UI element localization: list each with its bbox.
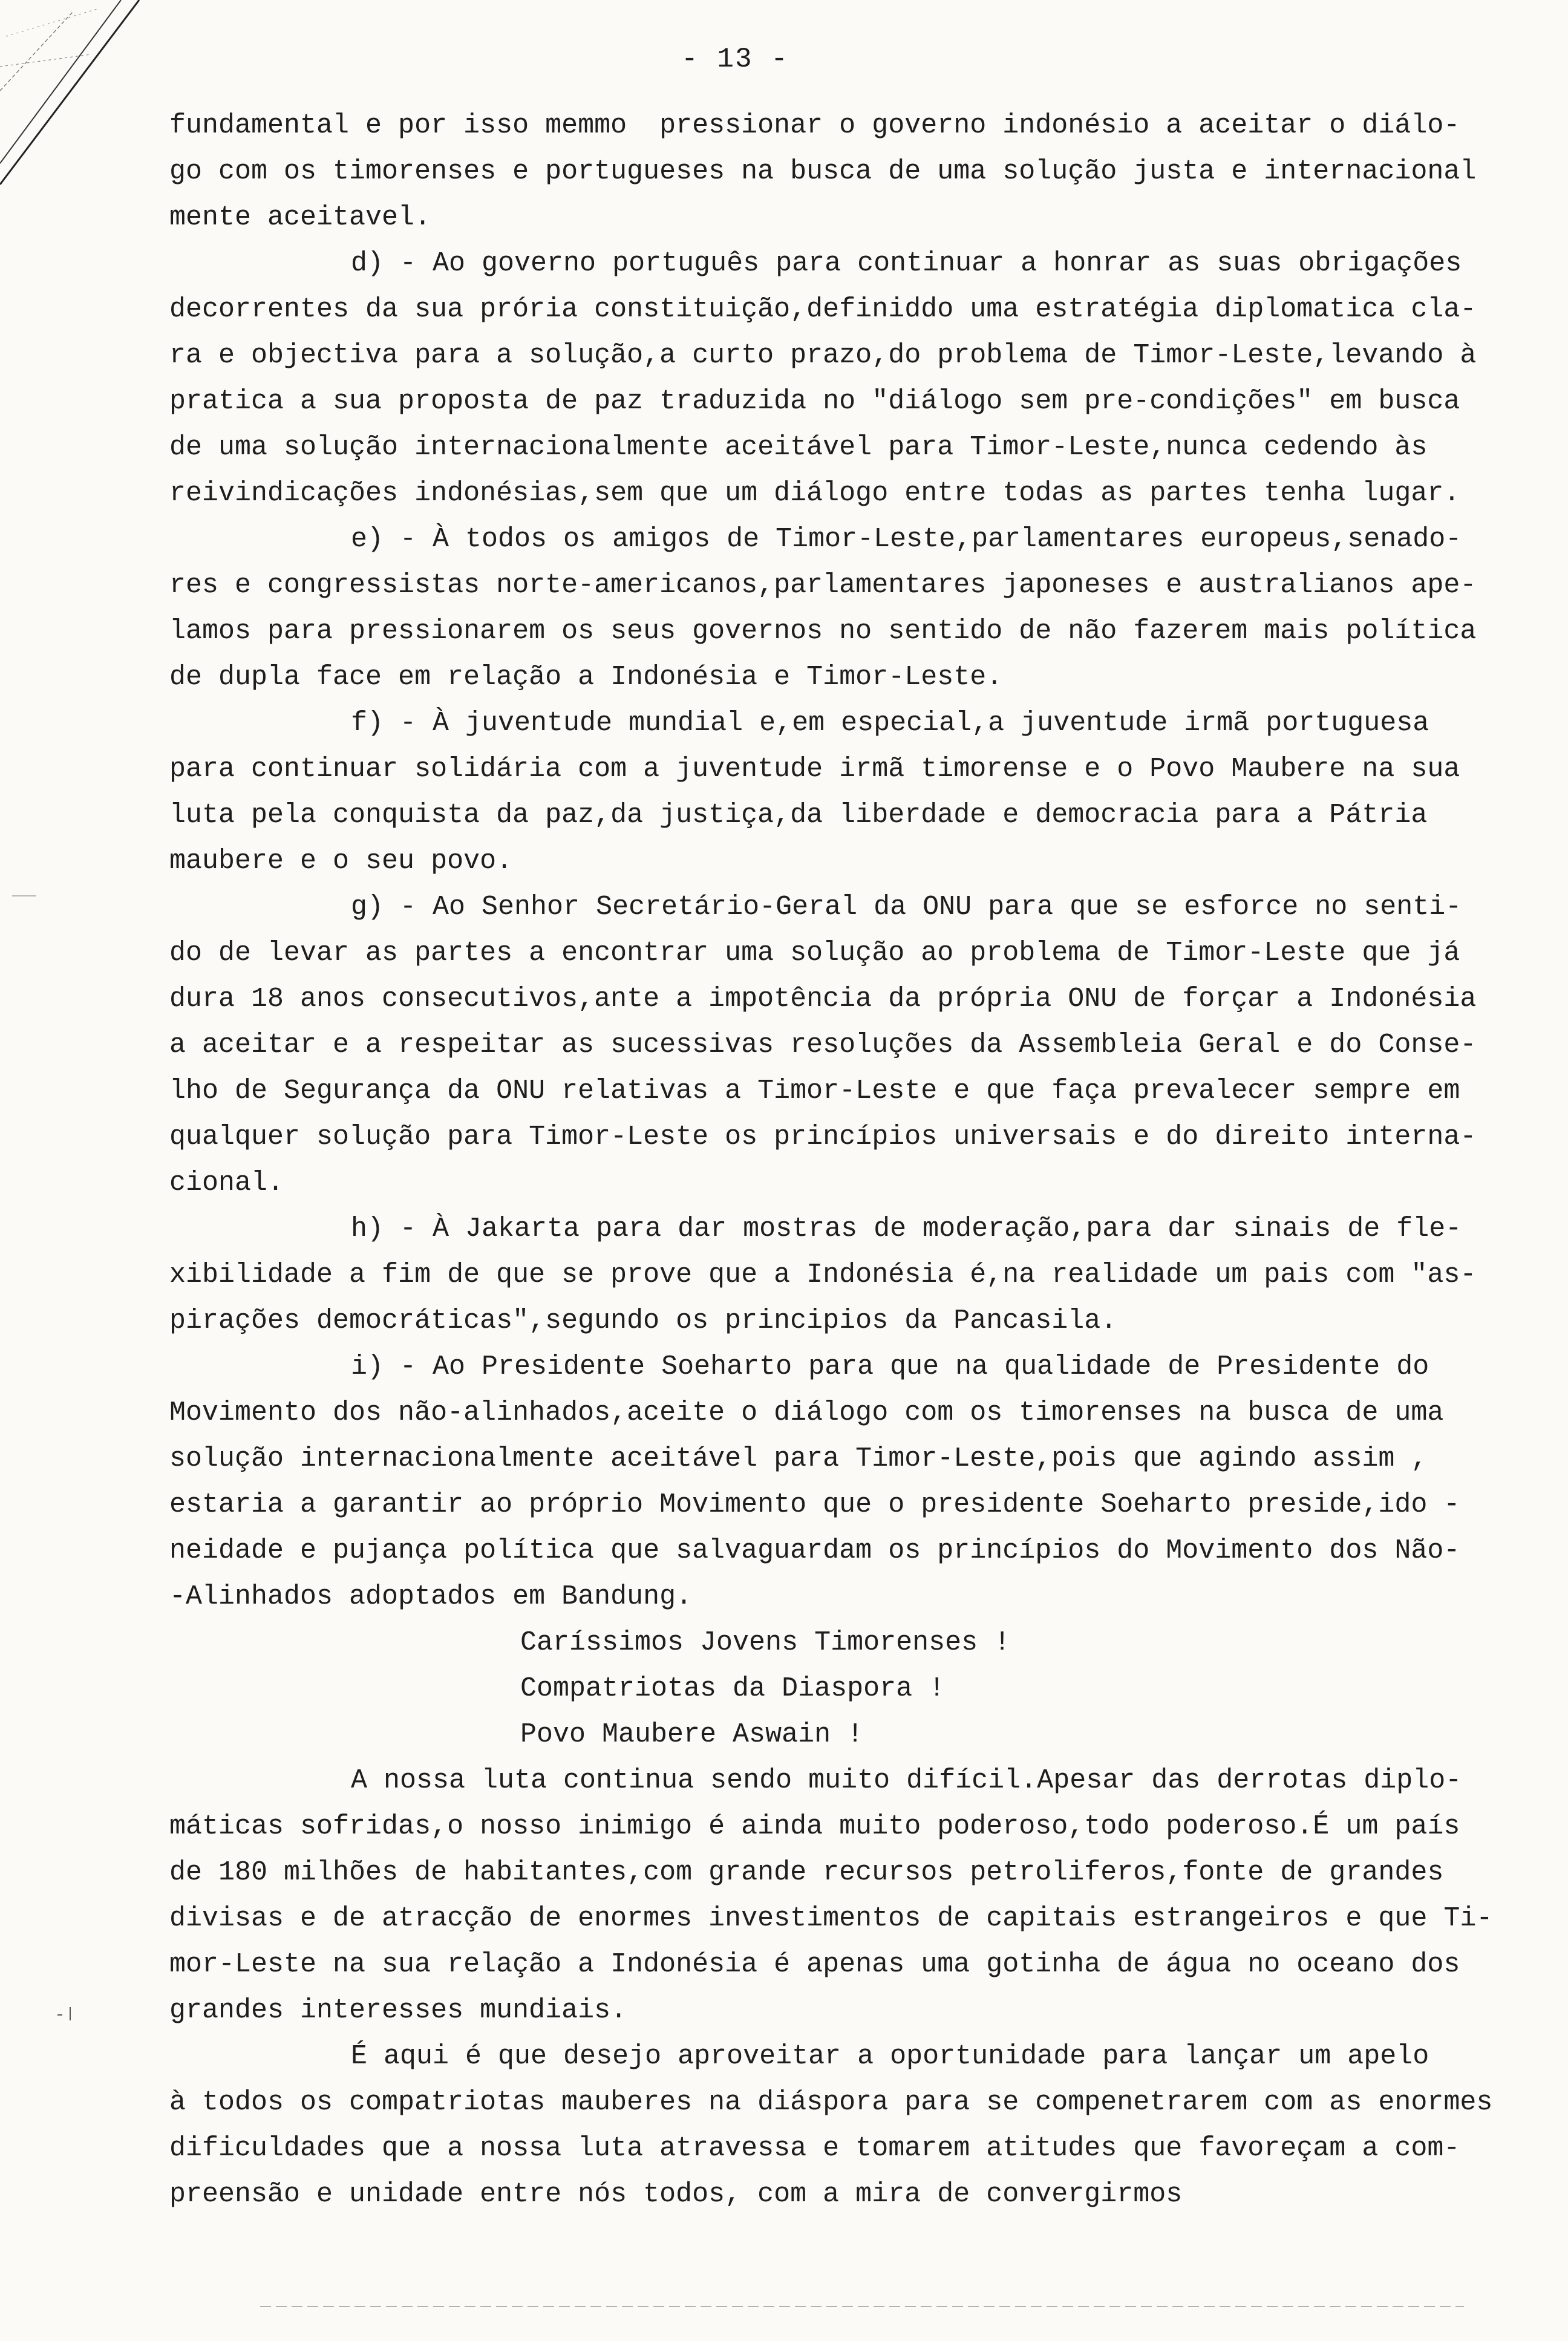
letter-body <box>169 103 1493 2218</box>
text-line: de 180 milhões de habitantes,com grande recursos petroliferos,fonte de grandes <box>169 1857 1444 1888</box>
bottom-rule <box>260 2306 1464 2307</box>
text-line: res e congressistas norte-americanos,parlamentares japoneses e australianos ape- <box>169 570 1477 601</box>
text-line: dificuldades que a nossa luta atravessa e tomarem atitudes que favoreçam a com- <box>169 2133 1460 2164</box>
text-line: preensão e unidade entre nós todos, com a mira de convergirmos <box>169 2179 1183 2210</box>
text-line: -Alinhados adoptados em Bandung. <box>169 1581 693 1612</box>
text-line: cional. <box>169 1167 284 1198</box>
text-line: a aceitar e a respeitar as sucessivas resoluções da Assembleia Geral e do Conse- <box>169 1030 1477 1060</box>
margin-mark <box>70 2007 71 2020</box>
text-line: f) - À juventude mundial e,em especial,a juventude irmã portuguesa <box>351 708 1429 739</box>
text-line: g) - Ao Senhor Secretário-Geral da ONU para que se esforce no senti- <box>351 892 1462 922</box>
text-line: go com os timorenses e portugueses na busca de uma solução justa e internacional <box>169 156 1477 187</box>
text-line: xibilidade a fim de que se prove que a Indonésia é,na realidade um pais com "as- <box>169 1259 1477 1290</box>
text-line: luta pela conquista da paz,da justiça,da liberdade e democracia para a Pátria <box>169 800 1428 831</box>
text-line: reivindicações indonésias,sem que um diálogo entre todas as partes tenha lugar. <box>169 478 1460 509</box>
text-line: d) - Ao governo português para continuar a honrar as suas obrigações <box>351 248 1462 279</box>
margin-mark <box>12 895 36 896</box>
text-line: máticas sofridas,o nosso inimigo é ainda muito poderoso,todo poderoso.É um país <box>169 1811 1460 1842</box>
text-line: i) - Ao Presidente Soeharto para que na qualidade de Presidente do <box>351 1351 1429 1382</box>
text-line: lho de Segurança da ONU relativas a Timor-Leste e que faça prevalecer sempre em <box>169 1076 1460 1106</box>
text-line: dura 18 anos consecutivos,ante a impotência da própria ONU de forçar a Indonésia <box>169 984 1477 1014</box>
page-number: - 13 - <box>681 44 789 75</box>
text-line: Povo Maubere Aswain ! <box>520 1719 864 1750</box>
text-line: h) - À Jakarta para dar mostras de moderação,para dar sinais de fle- <box>351 1213 1462 1244</box>
text-line: Movimento dos não-alinhados,aceite o diálogo com os timorenses na busca de uma <box>169 1397 1444 1428</box>
text-line: estaria a garantir ao próprio Movimento que o presidente Soeharto preside,ido - <box>169 1489 1460 1520</box>
text-line: Compatriotas da Diaspora ! <box>520 1673 946 1704</box>
text-line: É aqui é que desejo aproveitar a oportunidade para lançar um apelo <box>351 2041 1429 2072</box>
text-line: grandes interesses mundiais. <box>169 1995 627 2026</box>
text-line: de uma solução internacionalmente aceitável para Timor-Leste,nunca cedendo às <box>169 432 1428 463</box>
text-line: qualquer solução para Timor-Leste os princípios universais e do direito interna- <box>169 1122 1477 1152</box>
text-line: lamos para pressionarem os seus governos no sentido de não fazerem mais política <box>169 616 1477 647</box>
text-line: pratica a sua proposta de paz traduzida no "diálogo sem pre-condições" em busca <box>169 386 1460 417</box>
text-line: mente aceitavel. <box>169 202 431 233</box>
text-line: do de levar as partes a encontrar uma solução ao problema de Timor-Leste que já <box>169 938 1460 968</box>
text-line: maubere e o seu povo. <box>169 846 513 877</box>
text-line: divisas e de atracção de enormes investimentos de capitais estrangeiros e que Ti- <box>169 1903 1493 1934</box>
text-line: A nossa luta continua sendo muito difícil.Apesar das derrotas diplo- <box>351 1765 1462 1796</box>
text-line: fundamental e por isso memmo pressionar o governo indonésio a aceitar o diálo- <box>169 110 1460 141</box>
corner-scan-mark <box>0 0 181 206</box>
text-line: Caríssimos Jovens Timorenses ! <box>520 1627 1011 1658</box>
text-line: neidade e pujança política que salvaguardam os princípios do Movimento dos Não- <box>169 1535 1460 1566</box>
text-line: à todos os compatriotas mauberes na diáspora para se compenetrarem com as enormes <box>169 2087 1493 2118</box>
margin-mark <box>57 2014 62 2016</box>
text-line: ra e objectiva para a solução,a curto prazo,do problema de Timor-Leste,levando à <box>169 340 1477 371</box>
text-line: mor-Leste na sua relação a Indonésia é apenas uma gotinha de água no oceano dos <box>169 1949 1460 1980</box>
text-line: e) - À todos os amigos de Timor-Leste,parlamentares europeus,senado- <box>351 524 1462 555</box>
text-line: para continuar solidária com a juventude irmã timorense e o Povo Maubere na sua <box>169 754 1460 785</box>
text-line: de dupla face em relação a Indonésia e Timor-Leste. <box>169 662 1003 693</box>
text-line: pirações democráticas",segundo os principios da Pancasila. <box>169 1305 1117 1336</box>
text-line: decorrentes da sua prória constituição,definiddo uma estratégia diplomatica cla- <box>169 294 1477 325</box>
text-line: solução internacionalmente aceitável para Timor-Leste,pois que agindo assim , <box>169 1443 1428 1474</box>
